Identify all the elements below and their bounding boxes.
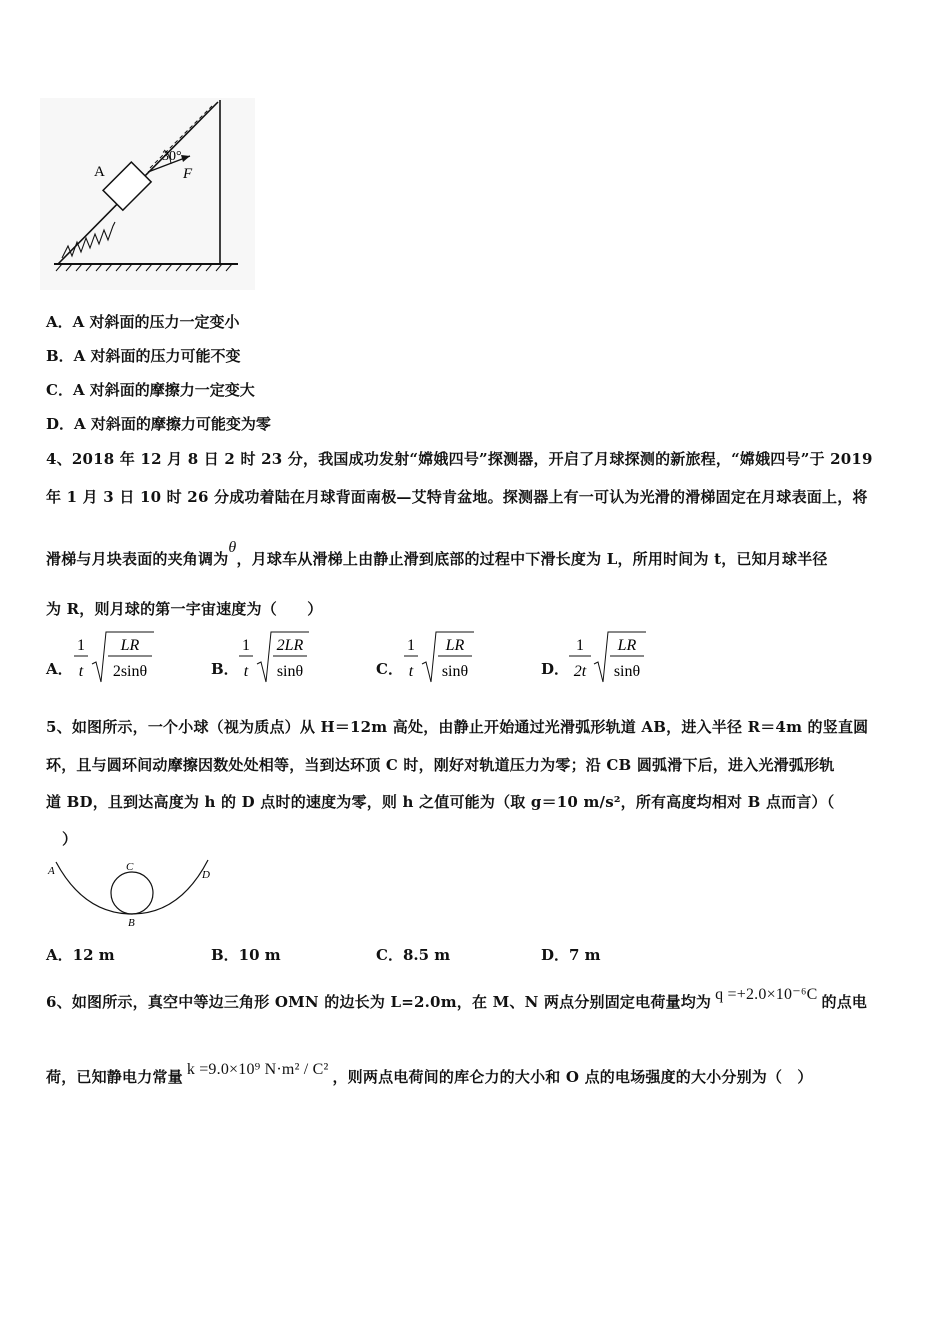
force-label: F bbox=[183, 166, 193, 182]
loop-track-figure bbox=[44, 856, 224, 928]
q3-option-d: D．A 对斜面的摩擦力可能变为零 bbox=[46, 415, 271, 433]
label-a: A bbox=[94, 164, 105, 180]
q5-line-4: ） bbox=[62, 830, 78, 848]
coef-den: t bbox=[408, 663, 414, 680]
rad-den: sinθ bbox=[441, 663, 469, 680]
point-a-label: A bbox=[48, 865, 55, 877]
q5-option-d: D．7 m bbox=[541, 946, 601, 964]
coef-num: 1 bbox=[407, 637, 415, 654]
q5-line-1: 5、如图所示，一个小球（视为质点）从 H＝12m 高处，由静止开始通过光滑弧形轨道 AB，进入半径 R＝4m 的竖直圆 bbox=[46, 718, 869, 736]
q5-option-b: B．10 m bbox=[211, 946, 281, 964]
rad-num: 2LR bbox=[276, 637, 304, 654]
q6-line-1-post: 的点电 bbox=[821, 993, 868, 1011]
coef-num: 1 bbox=[576, 637, 584, 654]
q3-option-c: C．A 对斜面的摩擦力一定变大 bbox=[46, 381, 255, 399]
rad-den: 2sinθ bbox=[112, 663, 148, 680]
q5-line-2: 环，且与圆环间动摩擦因数处处相等，当到达环顶 C 时，刚好对轨道压力为零；沿 CB 圆弧滑下后，进入光滑弧形轨 bbox=[46, 756, 835, 774]
q5-option-c: C．8.5 m bbox=[376, 946, 451, 964]
angle-label: 30° bbox=[162, 149, 182, 164]
rad-den: sinθ bbox=[613, 663, 641, 680]
q4-line-4: 为 R，则月球的第一宇宙速度为（ ） bbox=[46, 600, 323, 618]
incline-figure bbox=[40, 98, 255, 290]
q6-line-1-pre: 6、如图所示，真空中等边三角形 OMN 的边长为 L=2.0m，在 M、N 两点分别固定电荷量均为 bbox=[46, 993, 712, 1011]
q6-line-2-post: ，则两点电荷间的库仑力的大小和 O 点的电场强度的大小分别为（ ） bbox=[332, 1068, 813, 1086]
q4-options: A． 1 t LR 2sinθ B． 1 t 2LR sinθ C． 1 t LR sinθ D． 1 2t LR sinθ bbox=[46, 628, 666, 686]
q6-line-2-pre: 荷，已知静电力常量 bbox=[46, 1068, 183, 1086]
q4-line-3-post: ，月球车从滑梯上由静止滑到底部的过程中下滑长度为 L，所用时间为 t，已知月球半径 bbox=[236, 550, 828, 568]
point-d-label: D bbox=[202, 869, 210, 881]
q5-option-a: A．12 m bbox=[46, 946, 115, 964]
rad-num: LR bbox=[120, 637, 140, 654]
q6-line-1 bbox=[46, 986, 868, 1012]
theta-symbol: θ bbox=[228, 539, 237, 556]
coef-den: 2t bbox=[573, 663, 587, 680]
charge-formula: q =+2.0×10⁻⁶C bbox=[715, 986, 818, 1003]
q4-line-3 bbox=[46, 539, 828, 569]
coef-den: t bbox=[78, 663, 84, 680]
coef-den: t bbox=[243, 663, 249, 680]
coef-num: 1 bbox=[77, 637, 85, 654]
loop-circle bbox=[111, 872, 153, 914]
coulomb-constant: k =9.0×10⁹ N·m² / C² bbox=[186, 1061, 329, 1078]
q3-option-b: B．A 对斜面的压力可能不变 bbox=[46, 347, 241, 365]
q4-line-3-pre: 滑梯与月块表面的夹角调为 bbox=[46, 550, 229, 568]
point-c-label: C bbox=[126, 861, 134, 873]
q4-line-2: 年 1 月 3 日 10 时 26 分成功着陆在月球背面南极—艾特肯盆地。探测器上有一可认为光滑的滑梯固定在月球表面上，将 bbox=[46, 488, 868, 506]
rad-num: LR bbox=[617, 637, 637, 654]
point-b-label: B bbox=[128, 917, 135, 928]
q3-option-a: A．A 对斜面的压力一定变小 bbox=[46, 313, 240, 331]
q5-line-3: 道 BD，且到达高度为 h 的 D 点时的速度为零，则 h 之值可能为（取 g＝10 m/s²，所有高度均相对 B 点而言）（ bbox=[46, 793, 835, 811]
rad-num: LR bbox=[445, 637, 465, 654]
q4-line-1: 4、2018 年 12 月 8 日 2 时 23 分，我国成功发射“嫦娥四号”探测器，开启了月球探测的新旅程，“嫦娥四号”于 2019 bbox=[46, 450, 873, 468]
coef-num: 1 bbox=[242, 637, 250, 654]
rad-den: sinθ bbox=[276, 663, 304, 680]
q6-line-2 bbox=[46, 1061, 813, 1087]
